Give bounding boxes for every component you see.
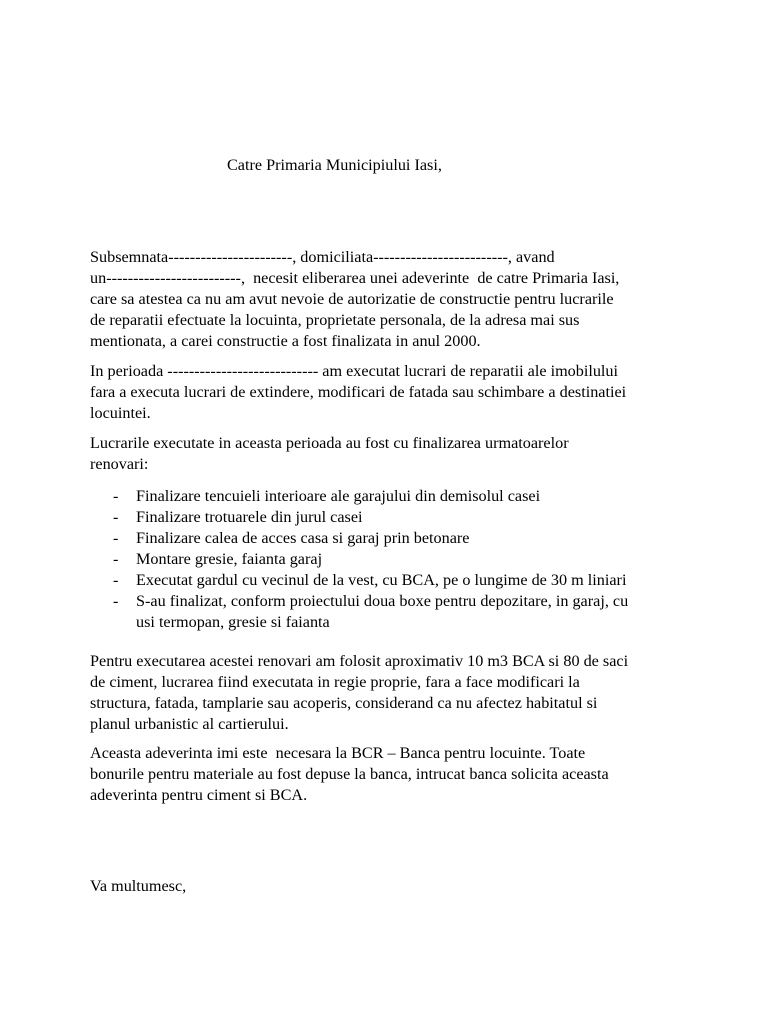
paragraph-materials: Pentru executarea acestei renovari am folosit aproximativ 10 m3 BCA si 80 de saci de ciment, lucrarea fiind executata in regie proprie, fara a face modificari la structura, fatada, tamplarie sau acoperis, considerand ca nu afectez habitatul si planul urbanistic al cartierului. xyxy=(90,652,629,733)
dash-bullet: - xyxy=(113,550,119,568)
list-item-text: Finalizare calea de acces casa si garaj prin betonare xyxy=(136,529,470,547)
dash-bullet: - xyxy=(113,529,119,547)
list-item-text: Finalizare tencuieli interioare ale garajului din demisolul casei xyxy=(136,487,541,505)
addressee-line: Catre Primaria Municipiului Iasi, xyxy=(227,156,442,174)
closing-line: Va multumesc, xyxy=(90,877,187,895)
list-item xyxy=(90,549,680,570)
dash-bullet: - xyxy=(113,508,119,526)
list-item-text: Montare gresie, faianta garaj xyxy=(136,550,323,568)
list-item-text: Executat gardul cu vecinul de la vest, cu BCA, pe o lungime de 30 m liniari xyxy=(136,571,627,589)
dash-bullet: - xyxy=(113,487,119,505)
renovations-list xyxy=(90,486,680,633)
list-item xyxy=(90,570,680,591)
list-item xyxy=(90,507,680,528)
dash-bullet: - xyxy=(113,592,119,610)
list-item xyxy=(90,528,680,549)
paragraph-period: In perioada ---------------------------- am executat lucrari de reparatii ale imobilului fara a executa lucrari de extindere, modificari de fatada sau schimbare a destinatiei locuintei. xyxy=(90,362,627,422)
dash-bullet: - xyxy=(113,571,119,589)
paragraph-works-intro: Lucrarile executate in aceasta perioada au fost cu finalizarea urmatoarelor renovari: xyxy=(90,434,569,473)
list-item xyxy=(90,486,680,507)
list-item xyxy=(90,591,680,633)
list-item-text: Finalizare trotuarele din jurul casei xyxy=(136,508,363,526)
list-item-text: S-au finalizat, conform proiectului doua boxe pentru depozitare, in garaj, cu usi termopan, gresie si faianta xyxy=(136,592,629,631)
paragraph-request: Subsemnata-----------------------, domiciliata-------------------------, avand un-------------------------, necesit eliberarea unei adeverinte de catre Primaria Iasi, care sa atestea ca nu am avut nevoie de autorizatie de constructie pentru lucrarile de reparatii efectuate la locuinta, proprietate personala, de la adresa mai sus mentionata, a carei constructie a fost finalizata in anul 2000. xyxy=(90,248,620,350)
paragraph-purpose: Aceasta adeverinta imi este necesara la BCR – Banca pentru locuinte. Toate bonurile pentru materiale au fost depuse la banca, intrucat banca solicita aceasta adeverinta pentru ciment si BCA. xyxy=(90,744,609,804)
